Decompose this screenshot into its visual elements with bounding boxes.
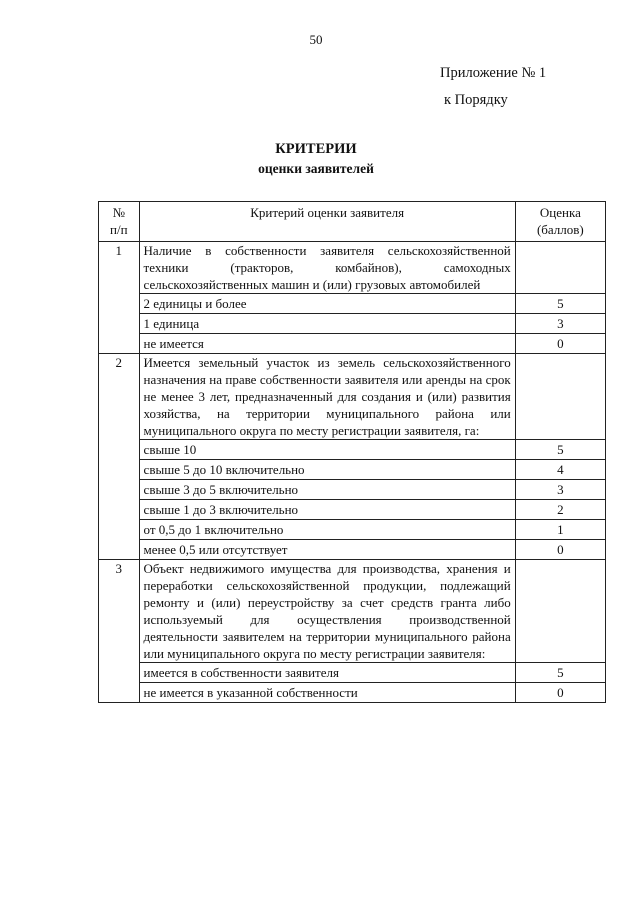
criterion-number: 1 — [99, 242, 140, 354]
option-label: имеется в собственности заявителя — [139, 663, 515, 683]
criterion-description: Наличие в собственности заявителя сельскохозяйственной техники (тракторов, комбайнов), самоходных сельскохозяйственных машин и (или) грузовых автомобилей — [139, 242, 515, 294]
criterion-score-empty — [515, 354, 605, 440]
option-score: 5 — [515, 440, 605, 460]
header-num-text: № п/п — [110, 205, 128, 237]
criterion-description-row — [99, 354, 606, 440]
page-number: 50 — [309, 32, 323, 47]
criterion-option-row — [99, 440, 606, 460]
option-label: не имеется в указанной собственности — [139, 683, 515, 703]
appendix-line-1: Приложение № 1 — [440, 65, 547, 81]
option-score: 5 — [515, 663, 605, 683]
option-score: 4 — [515, 460, 605, 480]
criterion-option-row — [99, 334, 606, 354]
option-score: 3 — [515, 314, 605, 334]
option-score: 0 — [515, 683, 605, 703]
criterion-option-row — [99, 683, 606, 703]
option-score: 2 — [515, 500, 605, 520]
criterion-score-empty — [515, 560, 605, 663]
criterion-option-row — [99, 314, 606, 334]
option-score: 0 — [515, 334, 605, 354]
criteria-table — [98, 201, 606, 703]
document-title — [0, 140, 632, 178]
criterion-option-row — [99, 294, 606, 314]
criterion-option-row — [99, 540, 606, 560]
criterion-option-row — [99, 500, 606, 520]
option-label: менее 0,5 или отсутствует — [139, 540, 515, 560]
title-sub: оценки заявителей — [258, 161, 374, 176]
option-score: 5 — [515, 294, 605, 314]
criterion-number: 2 — [99, 354, 140, 560]
header-criterion — [139, 202, 515, 242]
criterion-option-row — [99, 480, 606, 500]
criterion-score-empty — [515, 242, 605, 294]
header-num — [99, 202, 140, 242]
option-score: 1 — [515, 520, 605, 540]
option-label: свыше 10 — [139, 440, 515, 460]
appendix-line-2: к Порядку — [444, 92, 508, 108]
header-score-text: Оценка (баллов) — [536, 205, 584, 237]
criterion-option-row — [99, 520, 606, 540]
criterion-option-row — [99, 460, 606, 480]
criterion-description: Объект недвижимого имущества для производства, хранения и переработки сельскохозяйственной продукции, подлежащий ремонту и (или) переустройству за счет средств гранта либо используемый для осуществления производственной деятельности заявителем на территории муниципального района или муниципального округа по месту регистрации заявителя: — [139, 560, 515, 663]
option-label: свыше 5 до 10 включительно — [139, 460, 515, 480]
criterion-description-row — [99, 242, 606, 294]
criterion-description-row — [99, 560, 606, 663]
criteria-table-body — [99, 202, 606, 703]
appendix-reference — [440, 60, 546, 114]
header-score — [515, 202, 605, 242]
option-label: не имеется — [139, 334, 515, 354]
table-header-row — [99, 202, 606, 242]
option-label: 1 единица — [139, 314, 515, 334]
title-main: КРИТЕРИИ — [275, 141, 357, 157]
option-label: 2 единицы и более — [139, 294, 515, 314]
criterion-description: Имеется земельный участок из земель сельскохозяйственного назначения на праве собственности заявителя или аренды на срок не менее 3 лет, предназначенный для создания и (или) развития хозяйства, на территории муниципального района или муниципального округа по месту регистрации заявителя, га: — [139, 354, 515, 440]
criterion-option-row — [99, 663, 606, 683]
option-label: от 0,5 до 1 включительно — [139, 520, 515, 540]
header-criterion-text: Критерий оценки заявителя — [250, 205, 405, 220]
option-score: 3 — [515, 480, 605, 500]
option-label: свыше 3 до 5 включительно — [139, 480, 515, 500]
criterion-number: 3 — [99, 560, 140, 703]
option-label: свыше 1 до 3 включительно — [139, 500, 515, 520]
option-score: 0 — [515, 540, 605, 560]
